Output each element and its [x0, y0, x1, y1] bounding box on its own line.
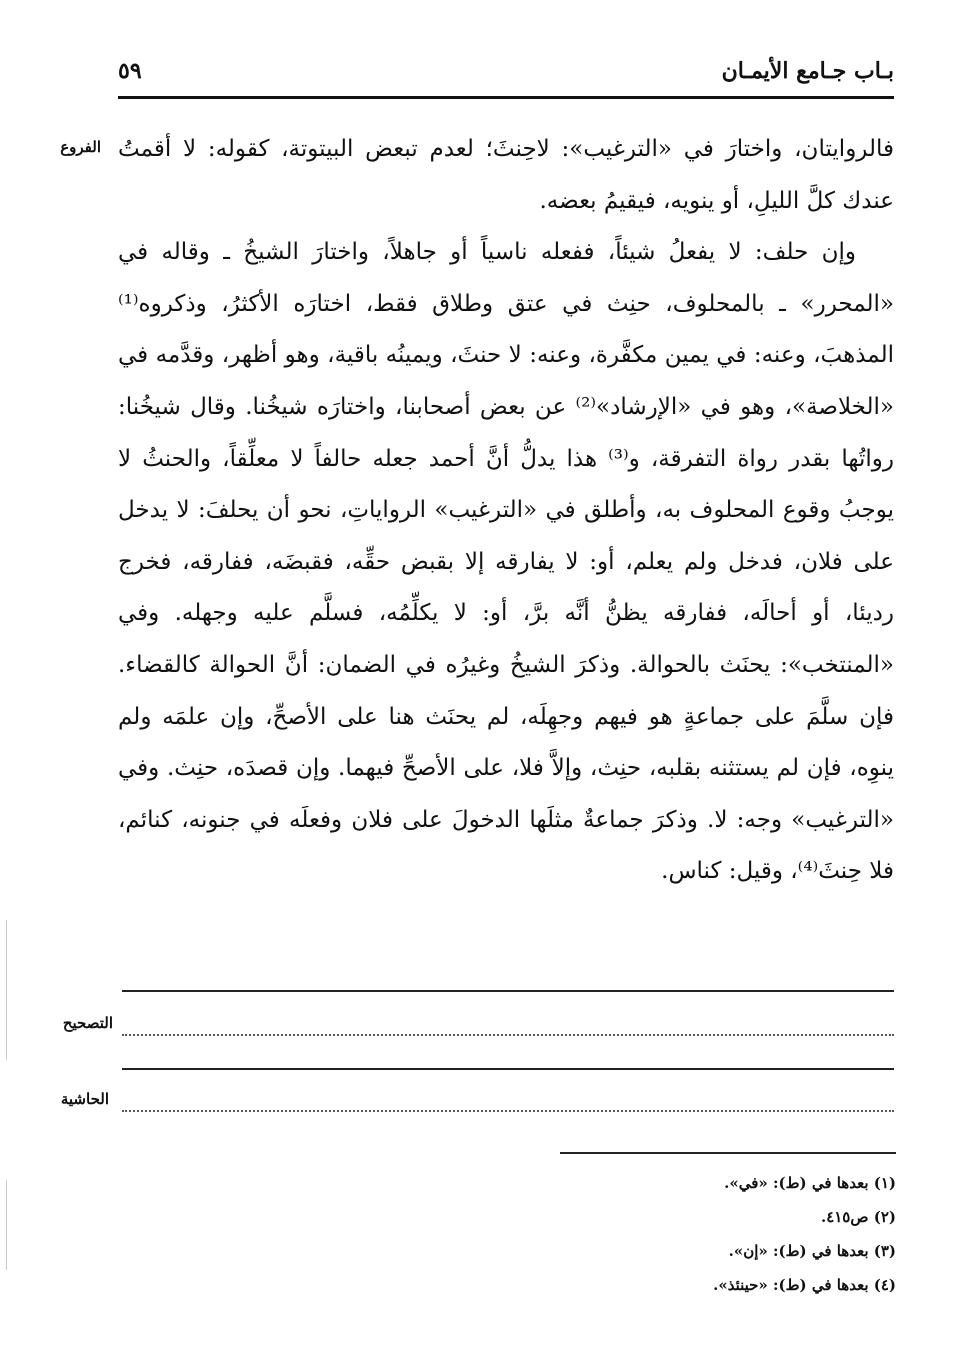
scan-edge-line — [6, 920, 7, 1060]
chapter-title: بـاب جـامع الأيمـان — [721, 58, 894, 84]
tashih-dotted-line — [122, 1034, 894, 1036]
main-text — [118, 124, 894, 898]
hashiya-top-rule — [122, 1068, 894, 1070]
page-number: ٥٩ — [118, 58, 142, 84]
paragraph-2: وإن حلف: لا يفعلُ شيئاً، ففعله ناسياً أو جاهلاً، واختارَ الشيخُ ـ وقاله في «المحرر» ـ بالمحلوف، حنِث في عتق وطلاق فقط، اختارَه الأكثرُ، وذكروه⁽¹⁾ المذهبَ، وعنه: في يمين مكفَّرة، وعنه: لا حنثَ، ويمينُه باقية، وهو أظهر، وقدَّمه في «الخلاصة»، وهو في «الإرشاد»⁽²⁾ عن بعض أصحابنا، واختارَه شيخُنا. وقال شيخُنا: رواتُها بقدر رواة التفرقة، و⁽³⁾ هذا يدلُّ أنَّ أحمد جعله حالفاً لا معلِّقاً، والحنثُ لا يوجبُ وقوع المحلوف به، وأطلق في «الترغيب» الرواياتِ، نحو أن يحلفَ: لا يدخل على فلان، فدخل ولم يعلم، أو: لا يفارقه إلا بقبض حقِّه، فقبضَه، ففارقه، فخرج رديئا، أو أحالَه، ففارقه يظنُّ أنَّه برَّ، أو: لا يكلِّمُه، فسلَّم عليه وجهله. وفي «المنتخب»: يحنَث بالحوالة. وذكرَ الشيخُ وغيرُه في الضمان: أنَّ الحوالة كالقضاء. فإن سلَّمَ على جماعةٍ هو فيهم وجهِلَه، لم يحنَث هنا على الأصحِّ، وإن علمَه ولم ينوِه، فإن لم يستثنه بقلبه، حنِث، وإلاَّ فلا، على الأصحِّ فيهما. وإن قصدَه، حنِث. وفي «الترغيب» وجه: لا. وذكرَ جماعةٌ مثلَها الدخولَ على فلان وفعلَه في جنونه، كنائم، فلا حِنثَ⁽⁴⁾، وقيل: كناس. — [118, 239, 894, 885]
scan-edge-line-lower — [6, 1180, 7, 1270]
margin-label-hashiya: الحاشية — [60, 1090, 109, 1108]
margin-label-furu: الفروع — [60, 138, 101, 156]
margin-label-tashih: التصحيح — [62, 1014, 113, 1032]
tashih-top-rule — [122, 990, 894, 992]
paragraph-1: فالروايتان، واختارَ في «الترغيب»: لاحِنثَ؛ لعدم تبعض البيتوتة، كقوله: لا أقمتُ عندك كلَّ الليلِ، أو ينويه، فيقيمُ بعضه. — [118, 136, 894, 214]
footnote-1: (١) بعدها في (ط): «في». — [724, 1174, 896, 1192]
footnote-2: (٢) ص٤١٥. — [820, 1208, 896, 1226]
footnote-3: (٣) بعدها في (ط): «إن». — [728, 1242, 896, 1260]
footnotes — [400, 1166, 896, 1302]
hashiya-dotted-line — [122, 1110, 894, 1112]
footnote-rule — [560, 1152, 896, 1154]
footnote-4: (٤) بعدها في (ط): «حينئذ». — [713, 1276, 896, 1294]
page-header — [118, 58, 894, 94]
header-rule — [118, 96, 894, 99]
